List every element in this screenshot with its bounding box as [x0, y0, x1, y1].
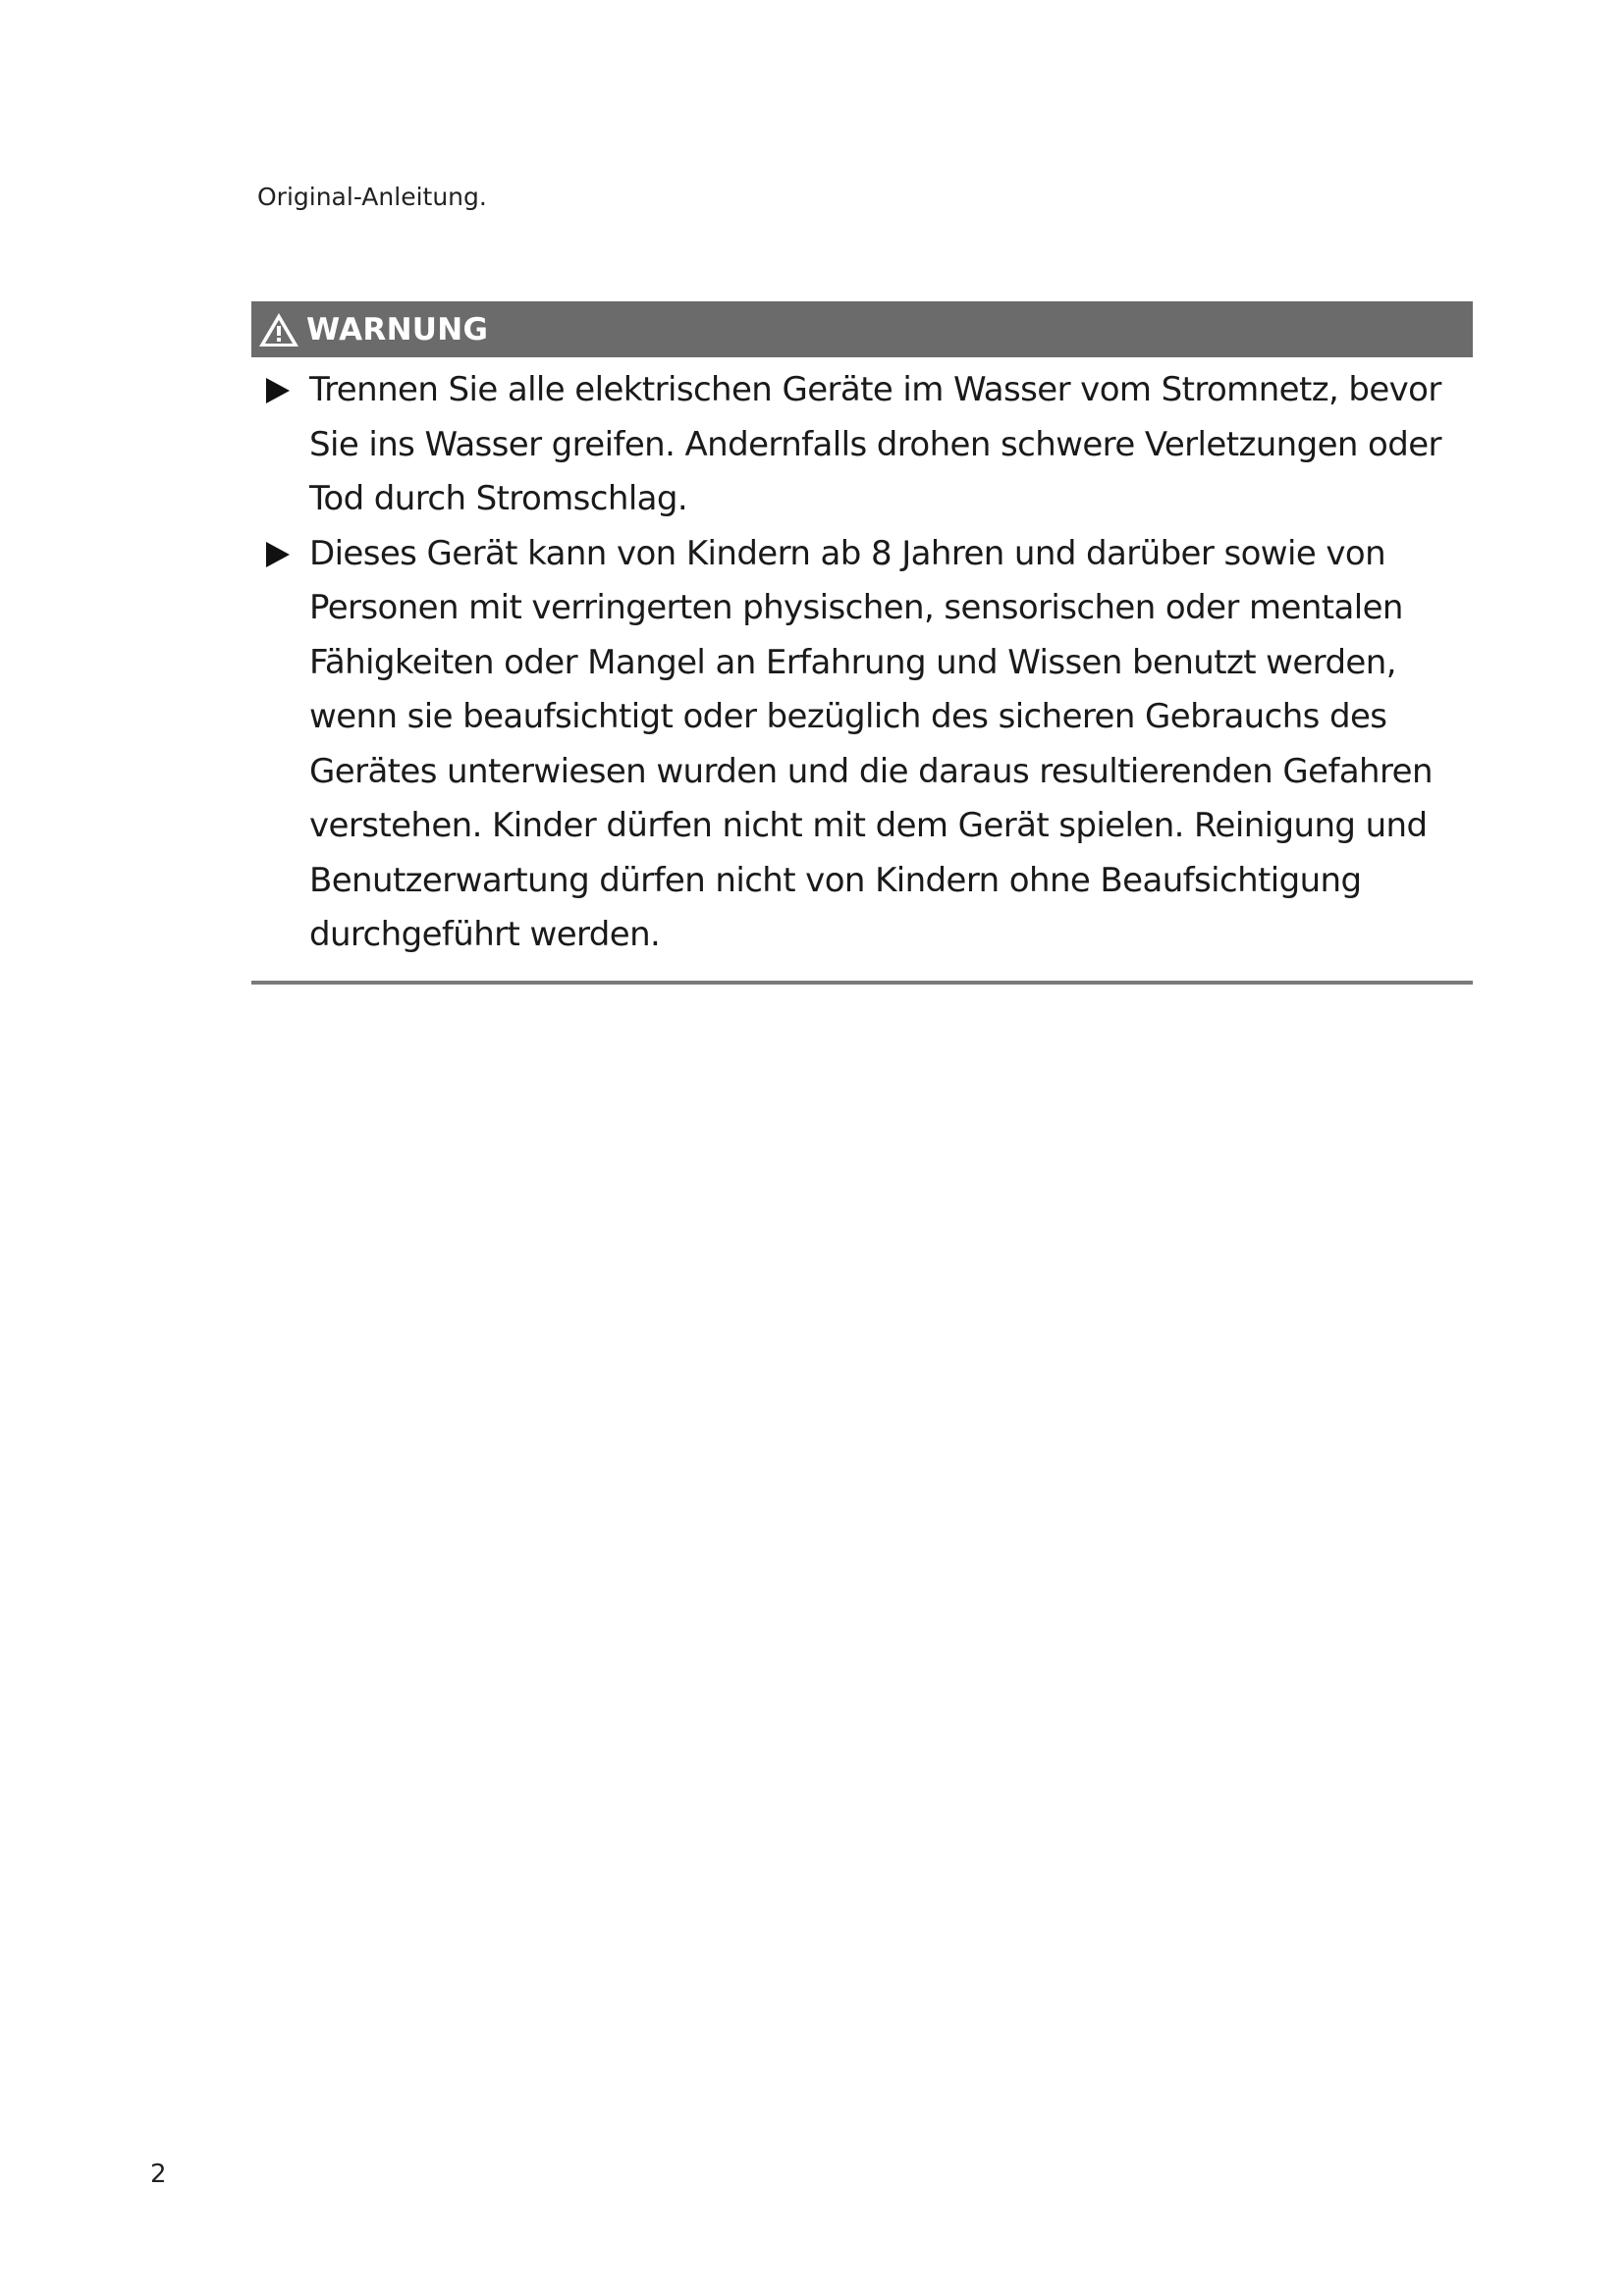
warning-title: WARNUNG — [306, 311, 489, 347]
list-item — [251, 527, 1473, 963]
warning-header — [251, 301, 1473, 357]
bullet-arrow-icon — [266, 542, 290, 567]
warning-block — [251, 301, 1473, 985]
page-number: 2 — [150, 2160, 167, 2189]
warning-item-text: Dieses Gerät kann von Kindern ab 8 Jahren und darüber sowie von Personen mit verringerten physischen, sensorischen oder mentalen Fähigkeiten oder Mangel an Erfahrung und Wissen benutzt werden, wenn sie beaufsichtigt oder bezüglich des sicheren Gebrauchs des Gerätes unterwiesen wurden und die daraus resultierenden Gefahren verstehen. Kinder dürfen nicht mit dem Gerät spielen. Reinigung und Benutzerwartung dürfen nicht von Kindern ohne Beaufsichtigung durchgeführt werden. — [309, 533, 1433, 954]
warning-list — [251, 357, 1473, 963]
warning-bottom-rule — [251, 981, 1473, 985]
warning-item-text: Trennen Sie alle elektrischen Geräte im Wasser vom Stromnetz, bevor Sie ins Wasser greifen. Andernfalls drohen schwere Verletzungen oder Tod durch Stromschlag. — [309, 370, 1441, 518]
bullet-arrow-icon — [266, 378, 290, 403]
list-item — [251, 363, 1473, 527]
warning-triangle-icon — [257, 311, 300, 348]
document-subtitle: Original-Anleitung. — [257, 183, 487, 211]
